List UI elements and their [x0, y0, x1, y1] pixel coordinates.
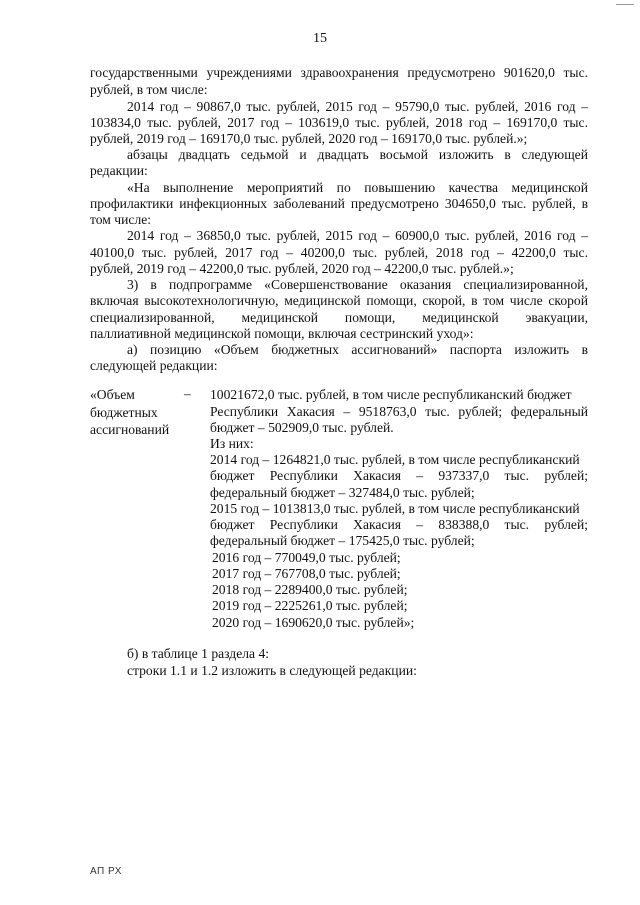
passport-value-line: Республики Хакасия – 9518763,0 тыс. рублей; федеральный [210, 404, 588, 419]
body-line: 40100,0 тыс. рублей, 2017 год – 40200,0 тыс. рублей, 2018 год – 42200,0 тыс. [90, 245, 588, 260]
passport-value-line: 2019 год – 2225261,0 тыс. рублей; [212, 598, 408, 613]
body-line: рублей, в том числе: [90, 82, 208, 97]
passport-value-line: 2016 год – 770049,0 тыс. рублей; [212, 550, 401, 565]
passport-label: бюджетных [90, 405, 158, 420]
body-line: редакции: [90, 163, 148, 178]
passport-value-line: 2017 год – 767708,0 тыс. рублей; [212, 566, 401, 581]
passport-label: ассигнований [90, 422, 170, 437]
body-line: 2014 год – 36850,0 тыс. рублей, 2015 год – 60900,0 тыс. рублей, 2016 год – [127, 228, 588, 243]
body-line: профилактики инфекционных заболеваний предусмотрено 304650,0 тыс. рублей, в [90, 196, 588, 211]
passport-value-line: 2015 год – 1013813,0 тыс. рублей, в том числе республиканский [210, 501, 580, 516]
body-line: а) позицию «Объем бюджетных ассигнований» паспорта изложить в [127, 342, 588, 357]
body-line: следующей редакции: [90, 358, 218, 373]
body-line: 3) в подпрограмме «Совершенствование оказания специализированной, [127, 277, 588, 292]
body-line: б) в таблице 1 раздела 4: [127, 646, 270, 661]
scan-mark [616, 4, 634, 5]
body-line: государственными учреждениями здравоохранения предусмотрено 901620,0 тыс. [90, 65, 588, 80]
passport-label: «Объем [90, 387, 135, 402]
body-line: специализированной, медицинской помощи, медицинской эвакуации, [90, 310, 588, 325]
body-line: включая высокотехнологичную, медицинской помощи, скорой, в том числе скорой [90, 293, 588, 308]
passport-value-line: 2018 год – 2289400,0 тыс. рублей; [212, 582, 408, 597]
passport-value-line: бюджет Республики Хакасия – 937337,0 тыс. рублей; [210, 468, 588, 483]
passport-value-line: бюджет – 502909,0 тыс. рублей. [210, 420, 394, 435]
passport-value-line: 10021672,0 тыс. рублей, в том числе республиканский бюджет [210, 387, 572, 402]
footer-mark: АП РХ [90, 866, 122, 877]
body-line: 2014 год – 90867,0 тыс. рублей, 2015 год – 95790,0 тыс. рублей, 2016 год – [127, 99, 588, 114]
page-number: 15 [313, 31, 327, 46]
passport-value-line: 2020 год – 1690620,0 тыс. рублей»; [212, 615, 415, 630]
passport-value-line: федеральный бюджет – 327484,0 тыс. рублей; [210, 485, 475, 500]
passport-dash: – [184, 386, 191, 401]
passport-value-line: Из них: [210, 436, 254, 451]
passport-value-line: федеральный бюджет – 175425,0 тыс. рублей; [210, 533, 475, 548]
body-line: рублей, 2019 год – 42200,0 тыс. рублей, 2020 год – 42200,0 тыс. рублей.»; [90, 261, 514, 276]
body-line: абзацы двадцать седьмой и двадцать восьмой изложить в следующей [127, 147, 588, 162]
body-line: 103834,0 тыс. рублей, 2017 год – 103619,0 тыс. рублей, 2018 год – 169170,0 тыс. [90, 115, 588, 130]
passport-value-line: 2014 год – 1264821,0 тыс. рублей, в том числе республиканский [210, 452, 580, 467]
body-line: том числе: [90, 212, 152, 227]
body-line: строки 1.1 и 1.2 изложить в следующей редакции: [127, 663, 417, 678]
body-line: рублей, 2019 год – 169170,0 тыс. рублей, 2020 год – 169170,0 тыс. рублей.»; [90, 131, 528, 146]
body-line: паллиативной медицинской помощи, включая сестринский уход»: [90, 326, 474, 341]
passport-value-line: бюджет Республики Хакасия – 838388,0 тыс. рублей; [210, 517, 588, 532]
body-line: «На выполнение мероприятий по повышению качества медицинской [127, 180, 588, 195]
